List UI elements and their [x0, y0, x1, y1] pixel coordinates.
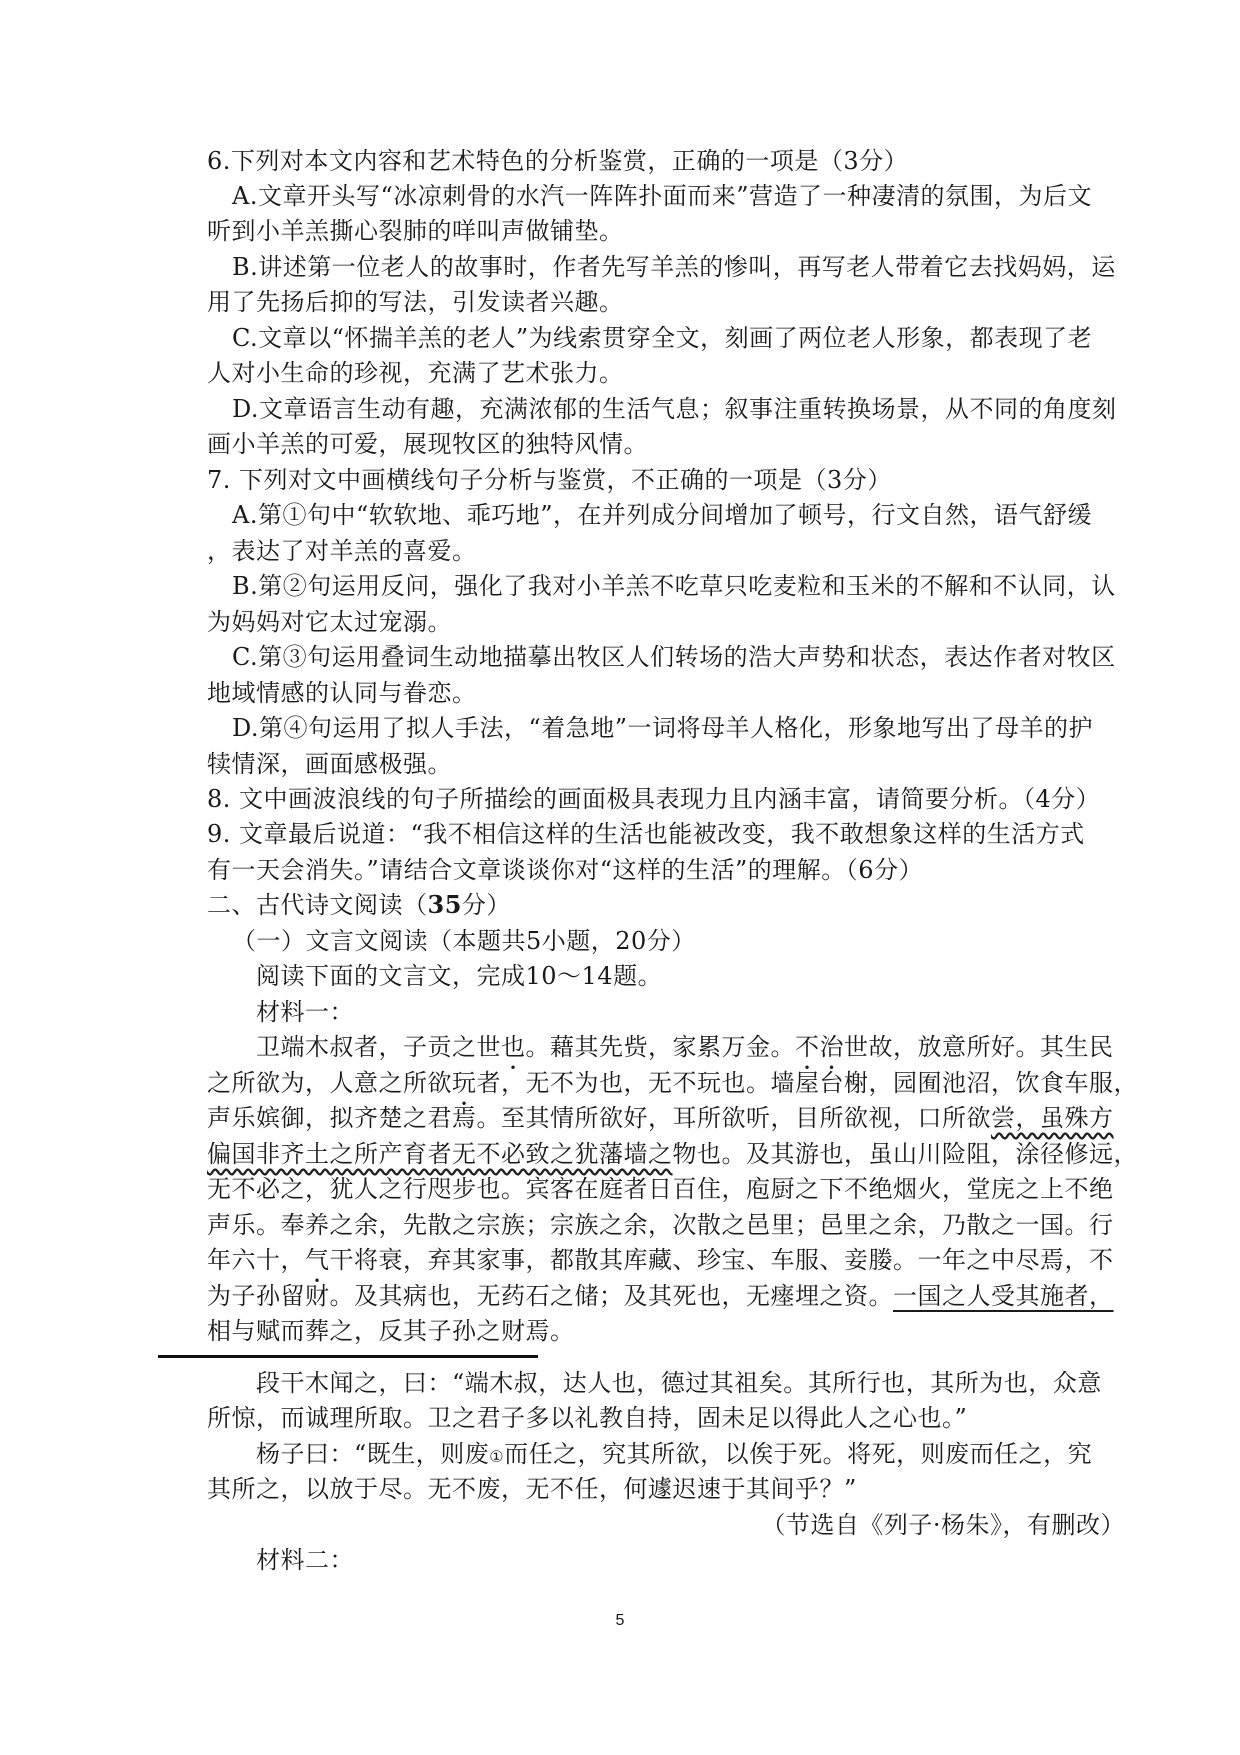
passage-line: 卫端木叔者，子贡之世也。藉其先赀，家累万金。不治世故，放意所好。其生民: [256, 1033, 1114, 1061]
section-2-heading: 二、古代诗文阅读（35分）: [207, 890, 511, 919]
q6-option-d: D.文章语言生动有趣，充满浓郁的生活气息；叙事注重转换场景，从不同的角度刻: [232, 395, 1117, 423]
passage-line: 偏国非齐土之所产育者无不必致之犹藩墙之物也。及其游也，虽山川险阻，涂径修远，: [207, 1140, 1138, 1168]
passage-line: 为子孙留财。及其病也，无药石之储；及其死也，无瘗埋之资。一国之人受其施者，: [207, 1282, 1114, 1310]
passage-line: 杨子曰：“既生，则废①而任之，究其所欲，以俟于死。将死，则废而任之，究: [256, 1440, 1093, 1468]
source-citation: （节选自《列子·杨朱》，有删改）: [761, 1511, 1125, 1539]
passage-line: 之所欲为，人意之所欲玩者，无不为也，无不玩也。墙屋台榭，园囿池沼，饮食车服，: [207, 1069, 1138, 1097]
underlined-sentence: 一国之人受其施者，: [893, 1282, 1114, 1310]
q7-option-c-cont: 地域情感的认同与眷恋。: [207, 679, 477, 707]
q7-option-a-cont: ，表达了对羊羔的喜爱。: [207, 537, 477, 565]
wavy-underlined-sentence: 尝，虽殊方: [991, 1104, 1114, 1132]
passage-line: 段干木闻之，曰：“端木叔，达人也，德过其祖矣。其所行也，其所为也，众意: [256, 1369, 1102, 1397]
passage-line: 其所之，以放于尽。无不废，无不任，何遽迟速于其间乎？”: [207, 1475, 857, 1503]
subsection-heading: （一）文言文阅读（本题共5小题，20分）: [232, 927, 696, 955]
q6-option-b-cont: 用了先扬后抑的写法，引发读者兴趣。: [207, 288, 624, 316]
underline-rule: [158, 1355, 538, 1358]
passage-line: 所惊，而诚理所取。卫之君子多以礼教自持，固未足以得此人之心也。”: [207, 1404, 968, 1432]
material-2-label: 材料二：: [256, 1546, 354, 1574]
q7-option-d: D.第④句运用了拟人手法，“着急地”一词将母羊人格化，形象地写出了母羊的护: [232, 714, 1094, 742]
wavy-underlined-sentence: 偏国非齐土之所产育者无不必致之犹藩墙之: [207, 1140, 673, 1168]
instruction: 阅读下面的文言文，完成10～14题。: [256, 962, 663, 990]
q6-option-c: C.文章以“怀揣羊羔的老人”为线索贯穿全文，刻画了两位老人形象，都表现了老: [232, 324, 1093, 352]
page-number: 5: [615, 1612, 625, 1629]
q6-stem: 6.下列对本文内容和艺术特色的分析鉴赏，正确的一项是（3分）: [207, 147, 909, 175]
q6-option-b: B.讲述第一位老人的故事时，作者先写羊羔的惨叫，再写老人带着它去找妈妈，运: [232, 253, 1116, 281]
passage-line: 无不必之，犹人之行咫步也。宾客在庭者日百住，庖厨之下不绝烟火，堂庑之上不绝: [207, 1175, 1114, 1203]
q6-option-a-cont: 听到小羊羔撕心裂肺的咩叫声做铺垫。: [207, 217, 624, 245]
passage-line: 声乐嫔御，拟齐楚之君焉。至其情所欲好，耳所欲听，目所欲视，口所欲尝，虽殊方: [207, 1104, 1114, 1132]
q7-option-a: A.第①句中“软软地、乖巧地”，在并列成分间增加了顿号，行文自然，语气舒缓: [232, 501, 1092, 529]
q7-option-c: C.第③句运用叠词生动地描摹出牧区人们转场的浩大声势和状态，表达作者对牧区: [232, 643, 1116, 671]
q9-line-2: 有一天会消失。”请结合文章谈谈你对“这样的生活”的理解。（6分）: [207, 856, 924, 884]
q6-option-a: A.文章开头写“冰凉刺骨的水汽一阵阵扑面而来”营造了一种凄清的氛围，为后文: [232, 182, 1092, 210]
q7-option-d-cont: 犊情深，画面感极强。: [207, 750, 452, 778]
q7-option-b-cont: 为妈妈对它太过宠溺。: [207, 608, 452, 636]
q8: 8. 文中画波浪线的句子所描绘的画面极具表现力且内涵丰富，请简要分析。（4分）: [207, 785, 1101, 813]
q6-option-d-cont: 画小羊羔的可爱，展现牧区的独特风情。: [207, 430, 648, 458]
footnote-marker: ①: [489, 1447, 505, 1466]
material-1-label: 材料一：: [256, 998, 354, 1026]
q9-line-1: 9. 文章最后说道：“我不相信这样的生活也能被改变，我不敢想象这样的生活方式: [207, 820, 1085, 848]
q6-option-c-cont: 人对小生命的珍视，充满了艺术张力。: [207, 359, 624, 387]
passage-line: 相与赋而葬之，反其子孙之财焉。: [207, 1317, 575, 1345]
q7-option-b: B.第②句运用反问，强化了我对小羊羔不吃草只吃麦粒和玉米的不解和不认同，认: [232, 572, 1116, 600]
section-2-score: 35: [427, 890, 462, 919]
passage-line: 年六十，气干将衰，弃其家事，都散其库藏、珍宝、车服、妾媵。一年之中尽焉，不: [207, 1246, 1114, 1274]
q7-stem: 7. 下列对文中画横线句子分析与鉴赏，不正确的一项是（3分）: [207, 466, 892, 494]
passage-line: 声乐。奉养之余，先散之宗族；宗族之余，次散之邑里；邑里之余，乃散之一国。行: [207, 1211, 1114, 1239]
